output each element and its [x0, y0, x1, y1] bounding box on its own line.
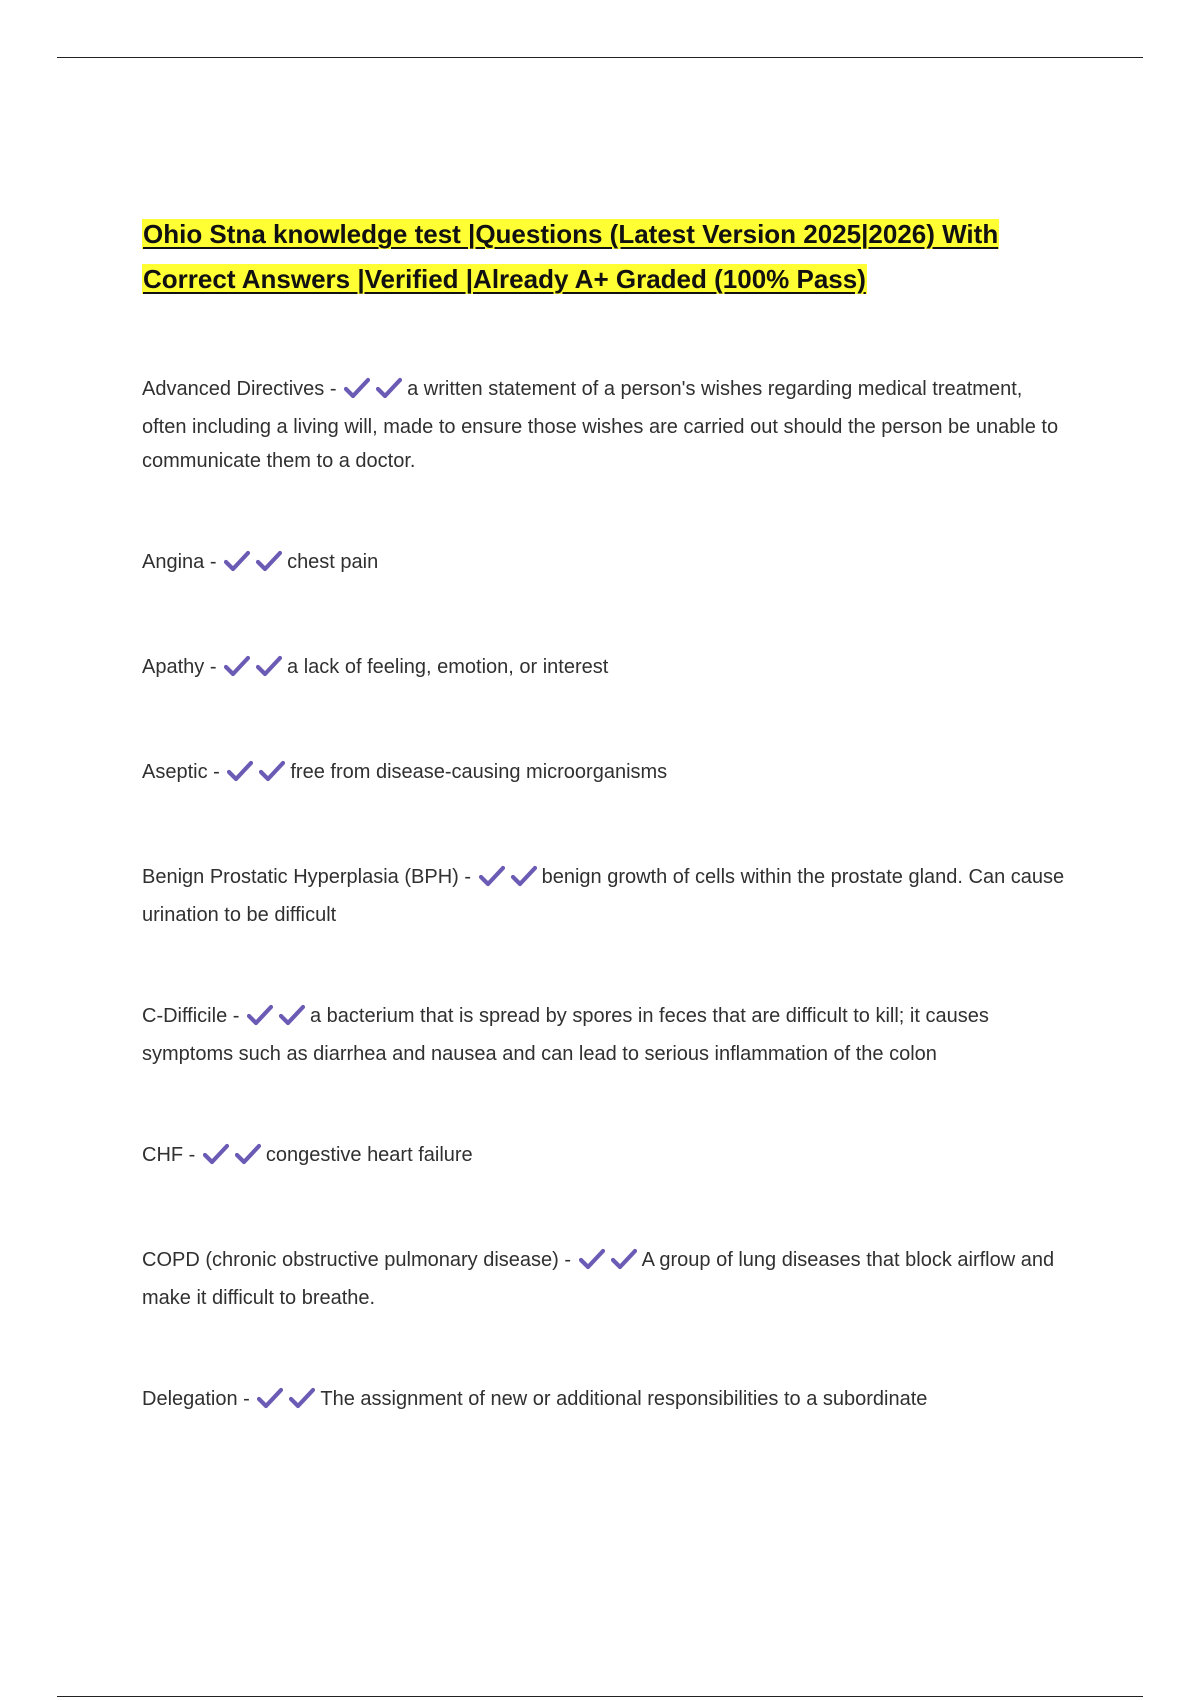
checkmark-icon — [511, 865, 537, 887]
entry-separator: - — [558, 1249, 577, 1271]
entry-definition: free from disease-causing microorganisms — [290, 761, 668, 783]
top-rule — [57, 57, 1143, 58]
entry-aseptic — [142, 755, 1072, 793]
checkmark-icon — [224, 655, 250, 677]
double-checkmark — [203, 1142, 263, 1176]
entry-separator: - — [204, 551, 223, 573]
bottom-rule — [57, 1696, 1143, 1697]
entry-definition: congestive heart failure — [265, 1144, 473, 1166]
entry-definition: The assignment of new or additional responsibilities to a subordinate — [320, 1388, 928, 1410]
entry-advanced-directives — [142, 372, 1072, 478]
entry-separator: - — [458, 866, 477, 888]
checkmark-icon — [247, 1004, 273, 1026]
entry-term: Apathy — [142, 656, 205, 678]
entry-term: CHF — [142, 1144, 184, 1166]
entry-separator: - — [237, 1388, 256, 1410]
entry-definition: A group of lung diseases that block airflow and make it difficult to breathe. — [142, 1249, 1055, 1309]
double-checkmark — [257, 1386, 317, 1420]
entry-c-difficile — [142, 999, 1072, 1071]
entry-delegation — [142, 1382, 1072, 1420]
checkmark-icon — [256, 655, 282, 677]
checkmark-icon — [257, 1387, 283, 1409]
checkmark-icon — [376, 377, 402, 399]
entry-bph — [142, 860, 1072, 932]
checkmark-icon — [279, 1004, 305, 1026]
entry-angina — [142, 545, 1072, 583]
double-checkmark — [479, 864, 539, 898]
checkmark-icon — [289, 1387, 315, 1409]
entry-copd — [142, 1243, 1072, 1315]
entry-separator: - — [204, 656, 223, 678]
double-checkmark — [224, 654, 284, 688]
entry-definition: a bacterium that is spread by spores in feces that are difficult to kill; it causes symptoms such as diarrhea and nausea and can lead to serious inflammation of the colon — [142, 1005, 989, 1065]
entry-separator: - — [324, 378, 343, 400]
checkmark-icon — [579, 1248, 605, 1270]
checkmark-icon — [224, 550, 250, 572]
entry-term: Benign Prostatic Hyperplasia (BPH) — [142, 866, 459, 888]
double-checkmark — [227, 759, 287, 793]
checkmark-icon — [203, 1143, 229, 1165]
document-body — [142, 212, 1072, 1420]
entry-term: Angina — [142, 551, 205, 573]
entry-separator: - — [183, 1144, 201, 1166]
double-checkmark — [344, 376, 404, 410]
document-title-text: Ohio Stna knowledge test |Questions (Latest Version 2025|2026) With Correct Answers |Verified |Already A+ Graded (100% Pass) — [143, 219, 999, 294]
entry-term: Aseptic — [142, 761, 208, 783]
checkmark-icon — [259, 760, 285, 782]
entry-chf — [142, 1138, 1072, 1176]
entry-term: Delegation — [142, 1388, 238, 1410]
document-title — [142, 212, 1072, 302]
entry-definition: benign growth of cells within the prostate gland. Can cause urination to be difficult — [142, 866, 1065, 926]
entry-apathy — [142, 650, 1072, 688]
entry-separator: - — [207, 761, 226, 783]
entry-term: Advanced Directives — [142, 378, 325, 400]
double-checkmark — [247, 1003, 307, 1037]
entry-term: COPD (chronic obstructive pulmonary disease) — [142, 1249, 559, 1271]
checkmark-icon — [611, 1248, 637, 1270]
entry-definition: a written statement of a person's wishes regarding medical treatment, often including a living will, made to ensure those wishes are carried out should the person be unable to communicate them to a doctor. — [142, 378, 1059, 472]
checkmark-icon — [235, 1143, 261, 1165]
double-checkmark — [579, 1247, 639, 1281]
checkmark-icon — [256, 550, 282, 572]
checkmark-icon — [227, 760, 253, 782]
entry-separator: - — [227, 1005, 245, 1027]
checkmark-icon — [344, 377, 370, 399]
entry-definition: chest pain — [287, 551, 379, 573]
entry-definition: a lack of feeling, emotion, or interest — [287, 656, 609, 678]
entry-term: C-Difficile — [142, 1005, 228, 1027]
entry-list — [142, 372, 1072, 1420]
checkmark-icon — [479, 865, 505, 887]
double-checkmark — [224, 549, 284, 583]
